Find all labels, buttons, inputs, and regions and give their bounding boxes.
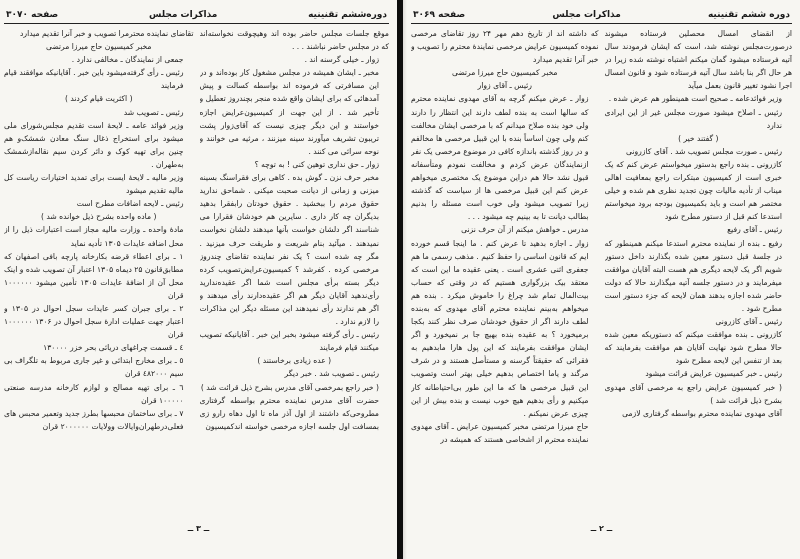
header-session: دوره‌ششم تقنینیه — [308, 10, 387, 20]
paragraph: حاج میرزا مرتضی مخبر کمیسیون عرایض ـ آقای مهدوی نماینده محترم از اشخاصی هستند که همیشه در — [411, 421, 589, 444]
paragraph: مخبر کمیسیون حاج میرزا مرتضی — [452, 68, 558, 78]
column-left — [4, 27, 194, 517]
paragraph: زوار ـ خیلی گرسنه اند . — [304, 55, 379, 65]
page-header — [411, 6, 792, 24]
page-footer: ــ ۲ ــ — [590, 524, 613, 533]
paragraph: رئیس ـ اصلاح میشود صورت مجلس غیر از این ایرادی ندارد — [604, 107, 782, 130]
header-title: مذاکرات مجلس — [552, 10, 621, 20]
paragraph: رئیس ـ آقای زوار — [477, 81, 532, 91]
paragraph: ( ماده واحده بشرح ذیل خوانده شد ) — [41, 212, 157, 222]
header-title: مذاکرات مجلس — [148, 10, 218, 20]
paragraph: زوار ـ عرض میکنم گرچه به آقای مهدوی نماینده محترم که سالها است به بنده لطف دارند این انتظار را دارند ولی خود بنده صلاح میدانم که با مرخصی ایشان مخالفت کنم ولی چون اساساً بنده با این قبیل مرخصی ها مخالفم و در روز گذشته باندازه کافی در موضوع مرخصی یک نفر ازنمایندگان عرض کردم و مخالفت نمودم ومتأسفانه قبول نشد حالا هم دراین موضوع یک مختصری میخواهم عرض کنم این قبیل مرخصی ها از سیاست که گذشته زیرا تصویب میشود ولی خوب است مسئله را بدنیم بطالب دیانت تا به بینیم چه میشود . . . — [411, 94, 589, 222]
paragraph: رئیس ـ صورت مجلس تصویب شد . آقای کازرونی — [626, 146, 782, 156]
paragraph: مادهٔ واحده ـ وزارت مالیه مجاز است اعتبارات ذیل را از محل اضافه عایدات ۱۳۰۵ تأدیه نماید — [4, 225, 184, 248]
page-header — [4, 6, 389, 24]
paragraph: رئیس ـ تصویب شد . خبر دیگر — [284, 369, 379, 379]
paragraph: وزیر فوائد عامه ـ لایحهٔ است تقدیم مجلس‌شورای ملی میشود برای استخراج ذغال سنگ معادن شمشک‌و هم چنین برای تهیه کوک و دائر کردن سیم نقاله‌ازشمشک به‌طهران . — [4, 120, 184, 169]
paragraph: مخبر ـ ایشان همیشه در مجلس مشغول کار بوده‌اند و در این مسافرتی که فرموده اند بواسطه کسالت و پیش آمدهائی که برای ایشان واقع شده منجر بچندروز تعطیل و تأخیر شد . از این جهت از کمیسیون‌عرایض اجازه خواستند و این دیگر چیزی نیست که آقای‌زوار پشت تریبون تشریف میآورند سینه میزنند ، مرثیه می خوانند و نوحه سرائی می کنند . — [199, 68, 379, 156]
paragraph: مخبر حرف نزن ـ گوش بده . کاهی برای فقراسنگ بسینه میزنی و زمانی از دیانت صحبت میکنی . شماحق ندارید حقوق مردم را ببخشید . حقوق خودتان رابفقرا بدهید بدیگران چه کار داری . سایرین هم خودشان فقرارا می شناسند اگر دلشان خواست بآنها میدهند دلشان نخواست نمیدهند . میآئید بنام شریعت و طریقت حرف میزنید . مگر چه شده است ؟ یک نفر نماینده تقاضای چندروز مرخصی کرده . کفرشد ؟ کمیسیون‌عرایض‌تصویب کرده دیگر بسته برأی مجلس است شما اگر عقیده‌ندارید رأی‌ندهید آقایان دیگر هم اگر عقیده‌دارند رأی میدهند و اگر هم ندارند رأی نمیدهند این مسئله دیگر این مذاکرات را لازم ندارد . — [199, 173, 379, 327]
header-session: دوره ششم تقنینیه — [707, 10, 790, 20]
paragraph: رئیس ـ رأی گرفته‌میشود باین خبر . آقایانیکه موافقند قیام فرمایند — [4, 68, 184, 91]
header-page-label: صفحه ۳۰۶۹ — [413, 10, 466, 20]
paragraph: موقع جلسات مجلس حاضر بوده اند وهیچوقت نخواسته‌اند که در مجلس حاضر نباشند . . . — [199, 29, 389, 52]
paragraph: جمعی از نمایندگان ـ مخالفی ندارد . — [71, 55, 184, 65]
page-3069 — [403, 0, 800, 559]
paragraph: زوار ـ اجازه بدهید تا عرض کنم . ما اینجا قسم خورده ایم که قانون اساسی را حفظ کنیم . مذهب رسمی ما هم جعفری اثنی عشری است . یعنی عقیده ما این است که معتقد بیک بزرگواری هستیم که در وقتی که حساب بیت‌المال تمام شد چراغ را خاموش میکرد . بنده هم میخواهم به‌بینم نماینده محترم آقای مهدوی که به‌بنده لطف دارند اگر از حقوق خودشان صرف نظر کنند بکجا برمیخورد ؟ به عقیده بنده بهیچ جا بر نمیخورد و اگر ایشان موافقت بفرمایند که این پول هارا مابدهیم به فقرائی که حقیقتاً گرسنه و مستأصل هستند و در شرف مرگند و یاما اختصاص بدهیم خیلی بهتر است وتصویب این قبیل مرخصی ها که ما این طور بی‌احتیاطانه کار میکنیم و رأی بدهیم هیچ خوب نیست و بنده بیش از این چیزی عرض نمیکنم . — [411, 238, 589, 418]
paragraph: مخبر کمیسیون حاج میرزا مرتضی — [46, 42, 152, 52]
paragraph: ۱ ـ برای اعطاء قرضه بکارخانه پارچه بافی اصفهان که مطابق‌قانون ۲۵ دیماه ۱۳۰۵ اعتبار آن تصویب شده و اینک محل آن از اضافهٔ عایدات ۱۳۰۵ تأمین میشود ۱۰۰۰۰۰۰ قران — [4, 251, 184, 300]
paragraph: ( خبر راجع بمرخصی آقای مدرس بشرح ذیل قرائت شد ) — [200, 382, 379, 392]
column-right — [200, 27, 390, 517]
page-columns — [4, 27, 389, 517]
paragraph: رئیس ـ رأی گرفته میشود بخبر این خبر . آقایانیکه تصویب میکنند قیام فرمایند — [199, 330, 379, 353]
column-left — [411, 27, 599, 517]
paragraph: ( اکثریت قیام کردند ) — [64, 94, 133, 104]
paragraph: رئیس ـ آقای کازرونی — [715, 317, 782, 327]
paragraph: رئیس ـ خبر کمیسیون عرایض قرائت میشود — [645, 369, 782, 379]
paragraph: زوار ـ حق نداری توهین کنی ! به توچه ؟ — [254, 159, 379, 169]
paragraph: ( عده زیادی برخاستند ) — [257, 356, 332, 366]
paragraph: از انقضای امسال محصلین فرستاده میشوند درصورت‌مجلس نوشته شد، است که ایشان فرمودند سال آتیه فرستاده میشود گمان میکنم اشتباه نوشته شده زیرا در هر حال اگر بنا باشد سال آتیه فرستاده شود و قانون امسال اجرا نشود تغییر قانون بعمل میآید — [604, 29, 792, 91]
paragraph: رئیس ـ لایحه اضافات مطرح است — [76, 199, 184, 209]
paragraph: کازرونی ـ بنده راجع بدستور میخواستم عرض کنم که یک خبری است از کمیسیون مبتکرات راجع بمعافیت اهالی میناب از تأدیه مالیات چون تجدید نظری هم شده و خیلی مختصر هم است و باید بکمیسیون بودجه برود میخواستم استدعا کنم قبل از دستور مطرح شود — [604, 159, 782, 222]
paragraph: که داشته اند از تاریخ دهم مهر ۲۴ روز تقاضای مرخصی نموده کمیسیون عرایض مرخصی نمایندهٔ محترم را تصویب و خبر آنرا تقدیم میدارد — [411, 29, 599, 65]
paragraph: کازرونی ـ بنده موافقت میکنم که دستوریکه معین شده حالا مطرح شود نهایت آقایان هم موافقت بفرمایند که بعد از تنفس این لایحه مطرح شود — [604, 330, 782, 366]
paragraph: ( گفتند خیر ) — [678, 133, 719, 143]
paragraph: آقای مهدوی نماینده محترم بواسطه گرفتاری لازمی — [622, 408, 782, 418]
paragraph: مدرس ـ خواهش میکنم از آن حرف نزنی — [461, 225, 589, 235]
page-3070 — [0, 0, 397, 559]
paragraph: رئیس ـ تصویب شد — [123, 107, 184, 117]
paragraph: تقاضای نماینده محترمرا تصویب و خبر آنرا تقدیم میدارد — [20, 29, 194, 38]
paragraph: ٦ ـ برای تهیه مصالح و لوازم کارخانه مدرسه صنعتی ۱۰۰۰۰۰ قران — [4, 382, 184, 405]
paragraph: وزیر مالیه ـ لایحهٔ ایست برای تمدید اختیارات ریاست کل مالیه تقدیم میشود — [4, 173, 184, 196]
paragraph: حضرت آقای مدرس نماینده محترم بواسطه گرفتاری مطروحی‌که داشتند از اول آذر ماه تا اول دهاه رارو زی بمسافت اول جلسه اجازه مرخصی خواسته اندکمیسیون — [199, 395, 379, 431]
paragraph: ٥ ـ برای مخارج ابتدائی و غیر جاری مربوط به تلگراف بی سیم ٤۸۲۰۰۰ قران — [4, 356, 184, 379]
paragraph: وزیر فوائدعامه ـ صحیح است همینطور هم عرض شده . — [608, 94, 782, 104]
paragraph: ٤ ـ قسمت چراغهای دریائی بحر خزر ۱۳۰۰۰۰ — [43, 343, 184, 353]
paragraph: رفیع ـ بنده از نماینده محترم استدعا میکنم همینطور که در جلسهٔ قبل دستور معین شده بگذارند داخل دستور شویم اگر یک لایحه دیگری هم هست البته آقایان موافقت میفرمایند و در دستور جلسه آتیه میگذارند حالا که دولت حاضر شده اجازه بدهند همان لایحه که جزء دستور است مطرح شود . — [604, 238, 782, 313]
column-right — [605, 27, 793, 517]
page-columns — [411, 27, 792, 517]
paragraph: ۷ ـ برای ساختمان محبسها بطرز جدید وتعمیر محبس های فعلی‌درطهران‌وایالات وولایات ۲۰۰۰۰۰۰ قران — [4, 408, 184, 431]
header-page-label: صفحه ۳۰۷۰ — [6, 10, 59, 20]
page-footer: ــ ۳ ــ — [187, 524, 210, 533]
paragraph: ۲ ـ برای جبران کسر عایدات سجل احوال در ۱۳۰۵ و اعتبار جهت عملیات ادارهٔ سجل احوال در ۱۳۰۶ ۱۰۰۰۰۰۰ قران — [4, 303, 184, 340]
paragraph: رئیس ـ آقای رفیع — [727, 225, 782, 235]
paragraph: ( خبر کمیسیون عرایض راجع به مرخصی آقای مهدوی بشرح ذیل قرائت شد ) — [604, 382, 782, 405]
